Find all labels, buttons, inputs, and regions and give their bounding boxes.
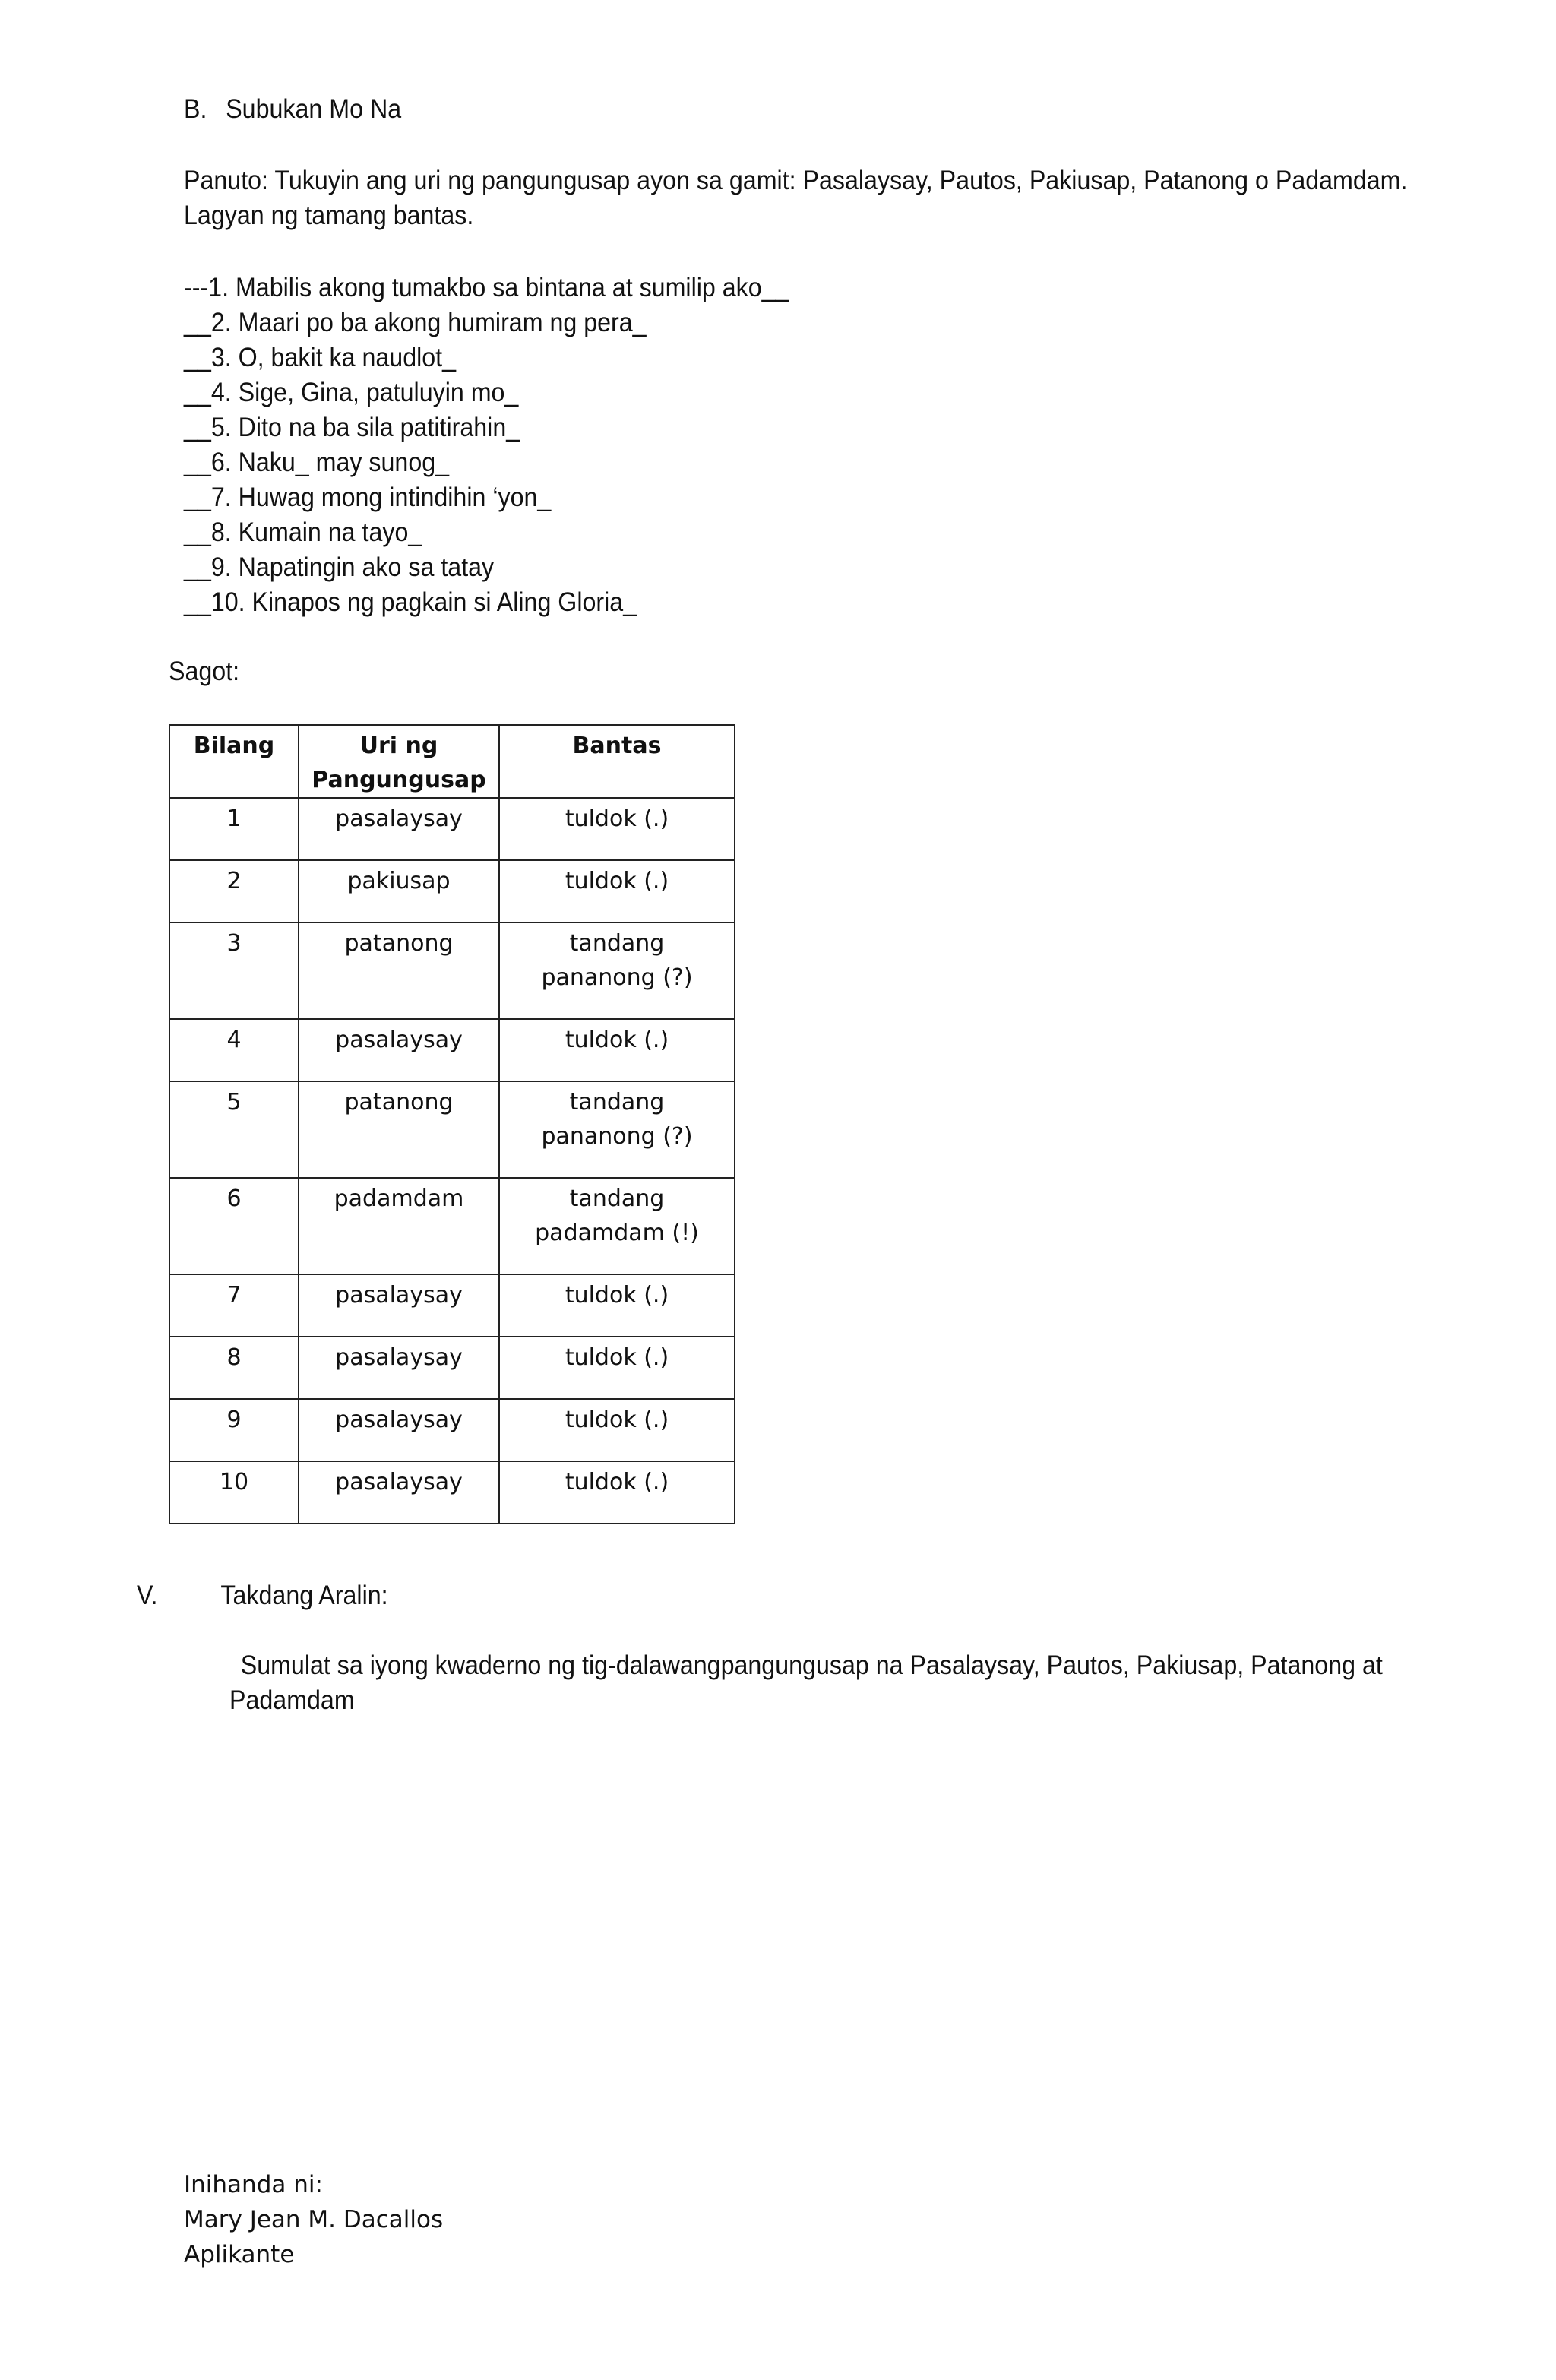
header-uri-line-2: Pangungusap — [312, 767, 486, 793]
section-b-number: B. — [184, 94, 207, 124]
cell-bantas-line-1: tandang — [569, 1089, 665, 1116]
cell-bilang: 3 — [169, 923, 299, 1019]
cell-bantas — [499, 1081, 735, 1178]
cell-bantas-line-2: padamdam (!) — [535, 1220, 699, 1246]
cell-bilang: 4 — [169, 1019, 299, 1081]
table-row — [169, 798, 735, 860]
cell-bantas-line-1: tandang — [569, 1185, 665, 1212]
answer-label: Sagot: — [169, 657, 240, 686]
header-bilang: Bilang — [169, 725, 299, 798]
question-item: __8. Kumain na tayo_ — [184, 517, 422, 547]
question-item: __5. Dito na ba sila patitirahin_ — [184, 413, 520, 442]
question-item: __4. Sige, Gina, patuluyin mo_ — [184, 378, 519, 407]
author-name: Mary Jean M. Dacallos — [184, 2206, 444, 2233]
author-role: Aplikante — [184, 2241, 295, 2268]
instructions-line-1: Panuto: Tukuyin ang uri ng pangungusap ayon sa gamit: Pasalaysay, Pautos, Pakiusap, Patanong o Padamdam. — [184, 166, 1408, 195]
section-b-heading — [184, 92, 401, 127]
homework-text — [229, 1648, 1383, 1718]
cell-uri: pasalaysay — [299, 1019, 499, 1081]
question-item: __6. Naku_ may sunog_ — [184, 448, 450, 477]
cell-uri: patanong — [299, 923, 499, 1019]
cell-uri: pasalaysay — [299, 1461, 499, 1524]
question-item: __7. Huwag mong intindihin ‘yon_ — [184, 483, 552, 512]
question-item: ---1. Mabilis akong tumakbo sa bintana at sumilip ako__ — [184, 273, 789, 302]
cell-bilang: 10 — [169, 1461, 299, 1524]
homework-line-2: Padamdam — [229, 1685, 355, 1715]
cell-uri: pasalaysay — [299, 1274, 499, 1337]
cell-bantas-line-1: tuldok (.) — [565, 805, 669, 832]
cell-uri: pakiusap — [299, 860, 499, 923]
table-row — [169, 923, 735, 1019]
cell-bantas — [499, 1019, 735, 1081]
cell-bantas — [499, 798, 735, 860]
cell-bantas — [499, 1399, 735, 1461]
section-v-number: V. — [137, 1581, 158, 1610]
cell-bilang: 1 — [169, 798, 299, 860]
question-item: __2. Maari po ba akong humiram ng pera_ — [184, 308, 647, 337]
cell-bantas — [499, 1178, 735, 1274]
cell-uri: pasalaysay — [299, 1337, 499, 1399]
cell-bantas-line-1: tuldok (.) — [565, 1282, 669, 1309]
cell-bantas-line-1: tuldok (.) — [565, 1469, 669, 1495]
cell-bantas — [499, 1274, 735, 1337]
header-bantas: Bantas — [499, 725, 735, 798]
signature-block — [184, 2167, 443, 2272]
table-header-row — [169, 725, 735, 798]
cell-bantas — [499, 1461, 735, 1524]
cell-bantas-line-1: tuldok (.) — [565, 1027, 669, 1053]
table-row — [169, 1337, 735, 1399]
table-row — [169, 1081, 735, 1178]
instructions — [184, 163, 1407, 233]
cell-bantas-line-2: pananong (?) — [541, 1123, 693, 1150]
question-list — [184, 271, 789, 620]
cell-bilang: 6 — [169, 1178, 299, 1274]
section-v-heading — [137, 1578, 388, 1613]
cell-bantas-line-1: tuldok (.) — [565, 1344, 669, 1371]
cell-bilang: 8 — [169, 1337, 299, 1399]
cell-bilang: 5 — [169, 1081, 299, 1178]
instructions-line-2: Lagyan ng tamang bantas. — [184, 201, 474, 230]
cell-bantas — [499, 860, 735, 923]
cell-bantas-line-2: pananong (?) — [541, 964, 693, 991]
cell-uri: padamdam — [299, 1178, 499, 1274]
question-item: __9. Napatingin ako sa tatay — [184, 552, 495, 582]
table-row — [169, 1019, 735, 1081]
table-row — [169, 860, 735, 923]
cell-bilang: 9 — [169, 1399, 299, 1461]
cell-uri: patanong — [299, 1081, 499, 1178]
table-row — [169, 1399, 735, 1461]
answer-table — [169, 724, 735, 1524]
cell-bantas — [499, 923, 735, 1019]
prepared-by-label: Inihanda ni: — [184, 2171, 323, 2198]
question-item: __3. O, bakit ka naudlot_ — [184, 343, 457, 372]
cell-bilang: 7 — [169, 1274, 299, 1337]
cell-uri: pasalaysay — [299, 1399, 499, 1461]
cell-bantas-line-1: tuldok (.) — [565, 1407, 669, 1433]
table-row — [169, 1274, 735, 1337]
section-b-title: Subukan Mo Na — [226, 94, 402, 124]
header-uri — [299, 725, 499, 798]
table-row — [169, 1178, 735, 1274]
cell-bantas — [499, 1337, 735, 1399]
homework-line-1: Sumulat sa iyong kwaderno ng tig-dalawangpangungusap na Pasalaysay, Pautos, Pakiusap, Patanong at — [240, 1650, 1383, 1680]
cell-uri: pasalaysay — [299, 798, 499, 860]
cell-bantas-line-1: tuldok (.) — [565, 868, 669, 894]
cell-bilang: 2 — [169, 860, 299, 923]
header-uri-line-1: Uri ng — [359, 733, 438, 759]
section-v-title: Takdang Aralin: — [220, 1581, 388, 1610]
question-item: __10. Kinapos ng pagkain si Aling Gloria_ — [184, 587, 637, 617]
cell-bantas-line-1: tandang — [569, 930, 665, 957]
table-row — [169, 1461, 735, 1524]
